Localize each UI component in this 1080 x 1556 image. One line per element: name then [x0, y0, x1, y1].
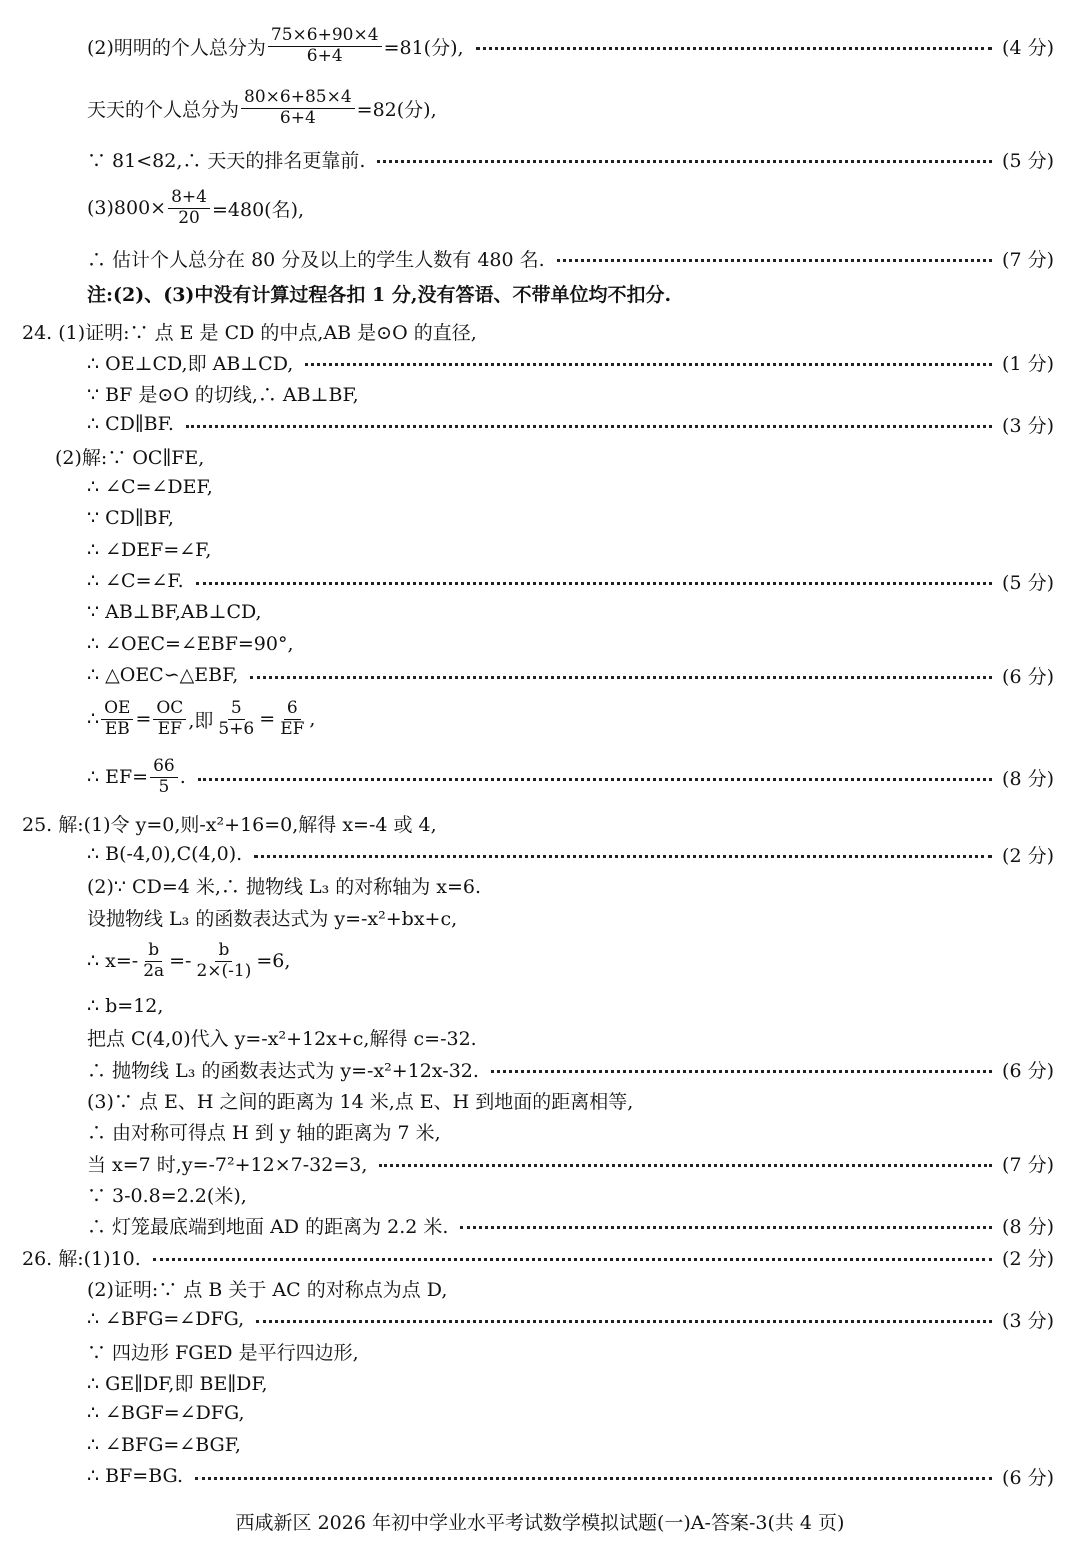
numerator: 6 [284, 699, 301, 720]
fraction [101, 699, 133, 739]
fraction [193, 941, 254, 981]
dot-leader [195, 1477, 992, 1480]
q24-line-4 [0, 409, 1080, 439]
text: ∴ OE⊥CD,即 AB⊥CD, [87, 352, 294, 375]
dot-leader [476, 47, 993, 50]
q25-line-3 [0, 870, 1080, 900]
numerator: 75×6+90×4 [268, 26, 382, 47]
text: ∴ 抛物线 L₃ 的函数表达式为 y=-x²+12x-32. [87, 1059, 479, 1082]
score-label: (3 分) [1002, 414, 1054, 437]
q25-line-8 [0, 1054, 1080, 1084]
dot-leader [256, 1320, 992, 1323]
text: =81(分), [383, 36, 464, 59]
text: =- [169, 950, 192, 972]
text: ∴ ∠C=∠F. [87, 570, 184, 592]
score-label: (2 分) [1002, 844, 1054, 867]
text: ∴ ∠C=∠DEF, [87, 476, 213, 498]
text: , [309, 708, 316, 730]
text: ∴ EF= [87, 766, 149, 788]
text: (2)明明的个人总分为 [87, 36, 266, 59]
score-label: (6 分) [1002, 665, 1054, 688]
q24-line-10 [0, 597, 1080, 627]
text: ,即 [188, 709, 214, 732]
dot-leader [196, 582, 992, 585]
question-number: 25. 解:(1)令 y=0,则-x²+16=0,解得 x=-4 或 4, [22, 813, 437, 836]
numerator: b [215, 941, 232, 962]
q23-line-5 [0, 243, 1080, 273]
dot-leader [491, 1070, 992, 1073]
text: ∵ 3-0.8=2.2(米), [87, 1184, 247, 1207]
text: ∵ BF 是⊙O 的切线,∴ AB⊥BF, [87, 383, 359, 406]
text: ∴ ∠OEC=∠EBF=90°, [87, 633, 294, 655]
text: 当 x=7 时,y=-7²+12×7-32=3, [87, 1153, 368, 1176]
score-label: (8 分) [1002, 1215, 1054, 1238]
fraction [168, 188, 210, 228]
q25-line-5 [0, 936, 1080, 986]
dot-leader [250, 676, 992, 679]
q24-line-9 [0, 566, 1080, 596]
q24-line-1 [0, 316, 1080, 346]
q25-line-6 [0, 991, 1080, 1021]
fraction [153, 699, 186, 739]
dot-leader [153, 1258, 992, 1261]
text: ∴ ∠BFG=∠DFG, [87, 1308, 245, 1330]
text: . [179, 766, 186, 788]
q24-line-14 [0, 752, 1080, 802]
text: ∴ x=- [87, 950, 139, 972]
score-label: (4 分) [1002, 36, 1054, 59]
numerator: b [145, 941, 162, 962]
text: 把点 C(4,0)代入 y=-x²+12x+c,解得 c=-32. [87, 1027, 477, 1050]
dot-leader [379, 1164, 992, 1167]
q25-line-11 [0, 1148, 1080, 1178]
text: 设抛物线 L₃ 的函数表达式为 y=-x²+bx+c, [87, 907, 458, 930]
text: ∴ [87, 708, 100, 730]
score-label: (2 分) [1002, 1247, 1054, 1270]
numerator: 5 [228, 699, 245, 720]
denominator: EF [157, 718, 182, 739]
q26-line-5 [0, 1367, 1080, 1397]
text: ∴ ∠DEF=∠F, [87, 539, 212, 561]
text: ∴ 估计个人总分在 80 分及以上的学生人数有 480 名. [87, 248, 545, 271]
fraction [277, 699, 307, 739]
text: ∴ △OEC∽△EBF, [87, 664, 239, 686]
question-number: 24. (1)证明:∵ 点 E 是 CD 的中点,AB 是⊙O 的直径, [22, 321, 477, 344]
q24-line-8 [0, 535, 1080, 565]
numerator: 8+4 [168, 188, 210, 209]
text: (3)800× [87, 197, 167, 219]
dot-leader [186, 425, 992, 428]
text: (2)解:∵ OC∥FE, [55, 446, 205, 469]
score-label: (7 分) [1002, 248, 1054, 271]
dot-leader [254, 855, 992, 858]
denominator: 20 [178, 207, 200, 228]
text: (3)∵ 点 E、H 之间的距离为 14 米,点 E、H 到地面的距离相等, [87, 1090, 634, 1113]
q25-line-10 [0, 1116, 1080, 1146]
score-label: (6 分) [1002, 1466, 1054, 1489]
denominator: 5 [158, 776, 170, 797]
text: ∴ 灯笼最底端到地面 AD 的距离为 2.2 米. [87, 1215, 449, 1238]
q26-line-7 [0, 1430, 1080, 1460]
dot-leader [460, 1226, 992, 1229]
denominator: 5+6 [218, 718, 255, 739]
q26-line-4 [0, 1336, 1080, 1366]
q25-line-12 [0, 1179, 1080, 1209]
text: =480(名), [212, 198, 305, 221]
q25-line-7 [0, 1022, 1080, 1052]
text: ∴ ∠BFG=∠BGF, [87, 1434, 241, 1456]
fraction [268, 26, 382, 66]
q24-line-11 [0, 629, 1080, 659]
numerator: OE [101, 699, 133, 720]
denominator: 6+4 [279, 107, 316, 128]
q23-line-2 [0, 84, 1080, 132]
question-number: 26. 解:(1)10. [22, 1247, 141, 1270]
q26-line-6 [0, 1398, 1080, 1428]
q25-line-2 [0, 839, 1080, 869]
text: ∵ 四边形 FGED 是平行四边形, [87, 1341, 359, 1364]
q24-line-2 [0, 347, 1080, 377]
text: 天天的个人总分为 [87, 98, 240, 121]
denominator: EB [104, 718, 130, 739]
dot-leader [198, 778, 992, 781]
q24-line-12 [0, 660, 1080, 690]
text: ∴ GE∥DF,即 BE∥DF, [87, 1372, 268, 1395]
score-label: (7 分) [1002, 1153, 1054, 1176]
text: ∵ CD∥BF, [87, 507, 174, 529]
text: ∵ 81<82,∴ 天天的排名更靠前. [87, 149, 366, 172]
score-label: (1 分) [1002, 352, 1054, 375]
grading-note: 注:(2)、(3)中没有计算过程各扣 1 分,没有答语、不带单位均不扣分. [87, 283, 672, 306]
dot-leader [305, 363, 992, 366]
denominator: 2×(-1) [196, 960, 252, 981]
q25-line-4 [0, 902, 1080, 932]
q24-line-7 [0, 503, 1080, 533]
q24-line-13 [0, 694, 1080, 744]
text: ∴ BF=BG. [87, 1465, 184, 1487]
fraction [140, 941, 167, 981]
score-label: (6 分) [1002, 1059, 1054, 1082]
q26-line-3 [0, 1304, 1080, 1334]
denominator: 2a [143, 960, 165, 981]
q26-line-1 [0, 1242, 1080, 1272]
page-footer: 西咸新区 2026 年初中学业水平考试数学模拟试题(一)A-答案-3(共 4 页) [235, 1512, 845, 1534]
score-label: (5 分) [1002, 149, 1054, 172]
q23-note [0, 278, 1080, 308]
text: (2)∵ CD=4 米,∴ 抛物线 L₃ 的对称轴为 x=6. [87, 875, 482, 898]
text: =6, [256, 950, 291, 972]
q23-line-3 [0, 144, 1080, 174]
dot-leader [377, 160, 992, 163]
q25-line-13 [0, 1210, 1080, 1240]
numerator: 80×6+85×4 [241, 88, 355, 109]
score-label: (8 分) [1002, 767, 1054, 790]
q26-line-8 [0, 1461, 1080, 1491]
text: ∵ AB⊥BF,AB⊥CD, [87, 601, 262, 623]
q24-line-6 [0, 472, 1080, 502]
text: = [259, 708, 276, 730]
text: ∴ b=12, [87, 995, 164, 1017]
denominator: 6+4 [306, 45, 343, 66]
fraction [241, 88, 355, 128]
numerator: OC [153, 699, 186, 720]
q25-line-1 [0, 808, 1080, 838]
q24-line-3 [0, 378, 1080, 408]
q25-line-9 [0, 1085, 1080, 1115]
text: ∴ CD∥BF. [87, 413, 174, 435]
text: = [135, 708, 152, 730]
dot-leader [557, 259, 992, 262]
q23-line-1 [0, 22, 1080, 70]
numerator: 66 [150, 757, 178, 778]
score-label: (3 分) [1002, 1309, 1054, 1332]
q24-line-5 [0, 441, 1080, 471]
text: ∴ B(-4,0),C(4,0). [87, 843, 243, 865]
text: ∴ ∠BGF=∠DFG, [87, 1402, 245, 1424]
q23-line-4 [0, 184, 1080, 232]
fraction [150, 757, 178, 797]
q26-line-2 [0, 1273, 1080, 1303]
score-label: (5 分) [1002, 571, 1054, 594]
fraction [215, 699, 257, 739]
text: =82(分), [356, 98, 437, 121]
text: ∴ 由对称可得点 H 到 y 轴的距离为 7 米, [87, 1121, 441, 1144]
text: (2)证明:∵ 点 B 关于 AC 的对称点为点 D, [87, 1278, 448, 1301]
denominator: EF [280, 718, 305, 739]
